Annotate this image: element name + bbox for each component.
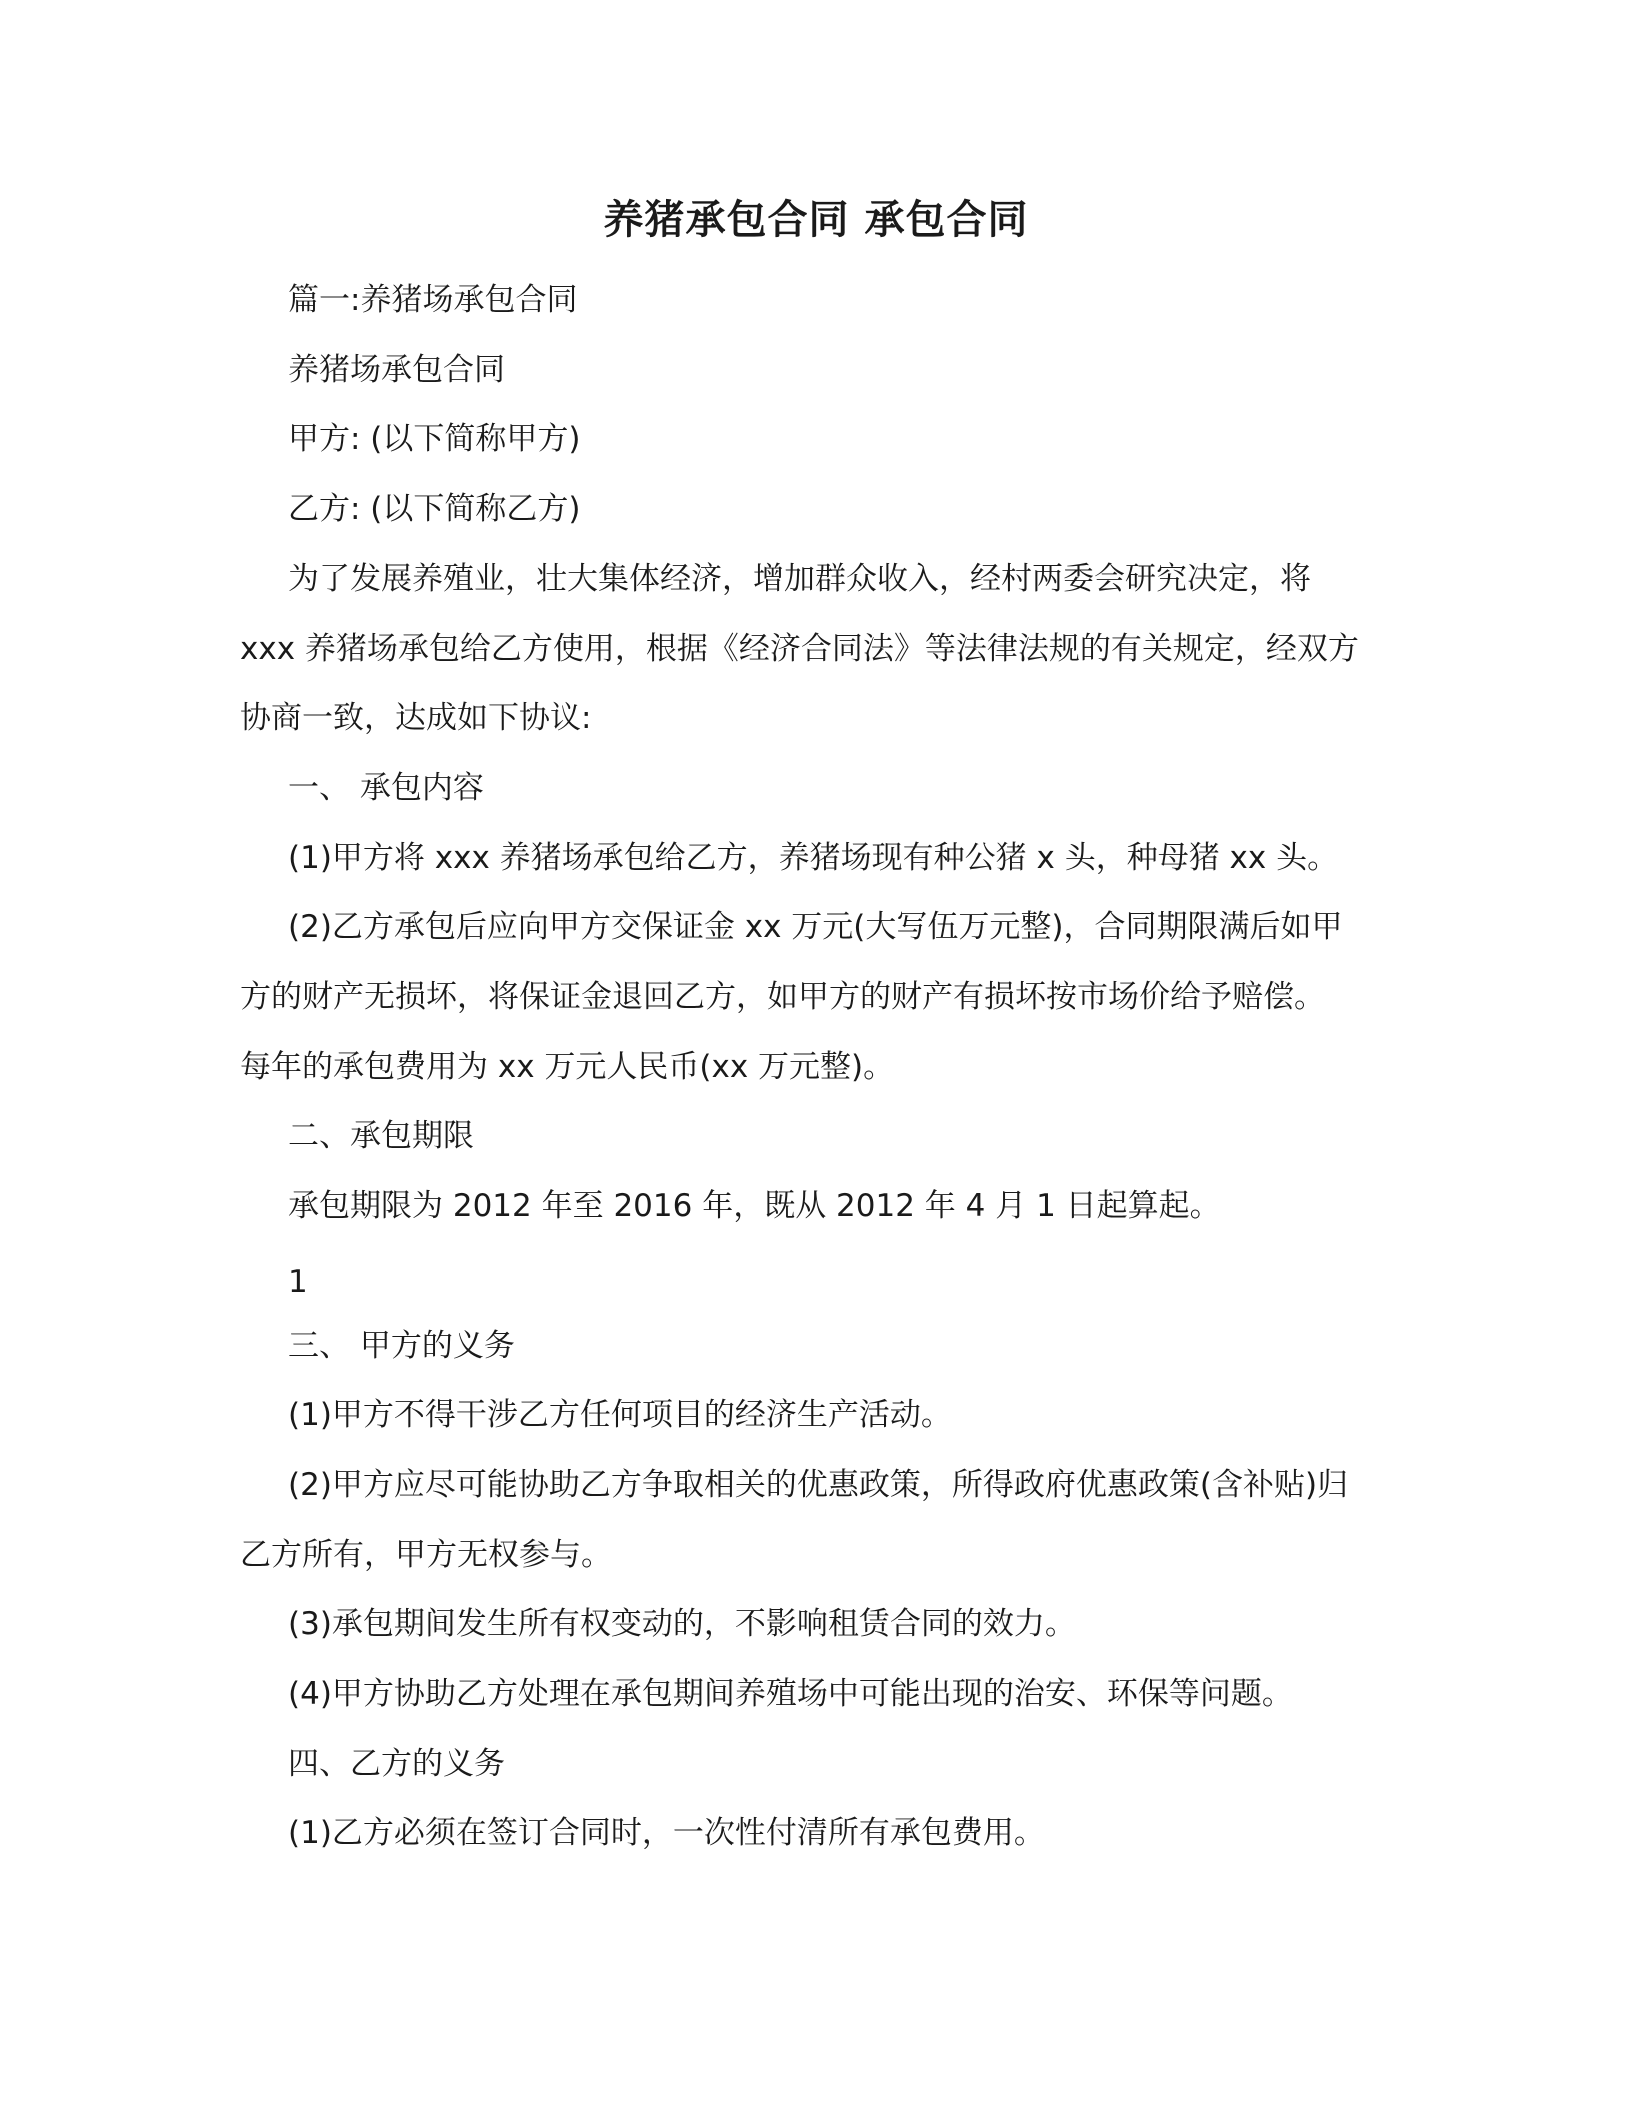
paragraph-line: (4)甲方协助乙方处理在承包期间养殖场中可能出现的治安、环保等问题。 [288, 1676, 1293, 1712]
paragraph-line: 为了发展养殖业，壮大集体经济，增加群众收入，经村两委会研究决定，将 [288, 561, 1311, 597]
paragraph-line: 方的财产无损坏，将保证金退回乙方，如甲方的财产有损坏按市场价给予赔偿。 [240, 979, 1325, 1015]
party-b-line: 乙方: (以下简称乙方) [288, 491, 581, 527]
paragraph-line: xxx 养猪场承包给乙方使用，根据《经济合同法》等法律法规的有关规定，经双方 [240, 631, 1359, 667]
contract-subtitle: 养猪场承包合同 [288, 352, 505, 388]
page-number: 1 [288, 1264, 308, 1300]
clause-heading: 一、 承包内容 [288, 770, 484, 806]
section-heading: 篇一:养猪场承包合同 [288, 282, 578, 318]
paragraph-line: (1)甲方将 xxx 养猪场承包给乙方，养猪场现有种公猪 x 头，种母猪 xx 头。 [288, 840, 1339, 876]
paragraph-line: (2)乙方承包后应向甲方交保证金 xx 万元(大写伍万元整)，合同期限满后如甲 [288, 909, 1343, 945]
clause-heading: 三、 甲方的义务 [288, 1328, 515, 1364]
paragraph-line: 承包期限为 2012 年至 2016 年，既从 2012 年 4 月 1 日起算起。 [288, 1188, 1221, 1224]
paragraph-line: 乙方所有，甲方无权参与。 [240, 1537, 612, 1573]
clause-heading: 二、承包期限 [288, 1118, 474, 1154]
paragraph-line: (3)承包期间发生所有权变动的，不影响租赁合同的效力。 [288, 1606, 1076, 1642]
paragraph-line: (1)甲方不得干涉乙方任何项目的经济生产活动。 [288, 1397, 952, 1433]
document-title: 养猪承包合同 承包合同 [603, 197, 1029, 243]
party-a-line: 甲方: (以下简称甲方) [288, 421, 581, 457]
paragraph-line: 每年的承包费用为 xx 万元人民币(xx 万元整)。 [240, 1049, 895, 1085]
paragraph-line: (2)甲方应尽可能协助乙方争取相关的优惠政策，所得政府优惠政策(含补贴)归 [288, 1467, 1349, 1503]
clause-heading: 四、乙方的义务 [288, 1746, 505, 1782]
paragraph-line: 协商一致，达成如下协议: [240, 700, 592, 736]
paragraph-line: (1)乙方必须在签订合同时，一次性付清所有承包费用。 [288, 1815, 1045, 1851]
